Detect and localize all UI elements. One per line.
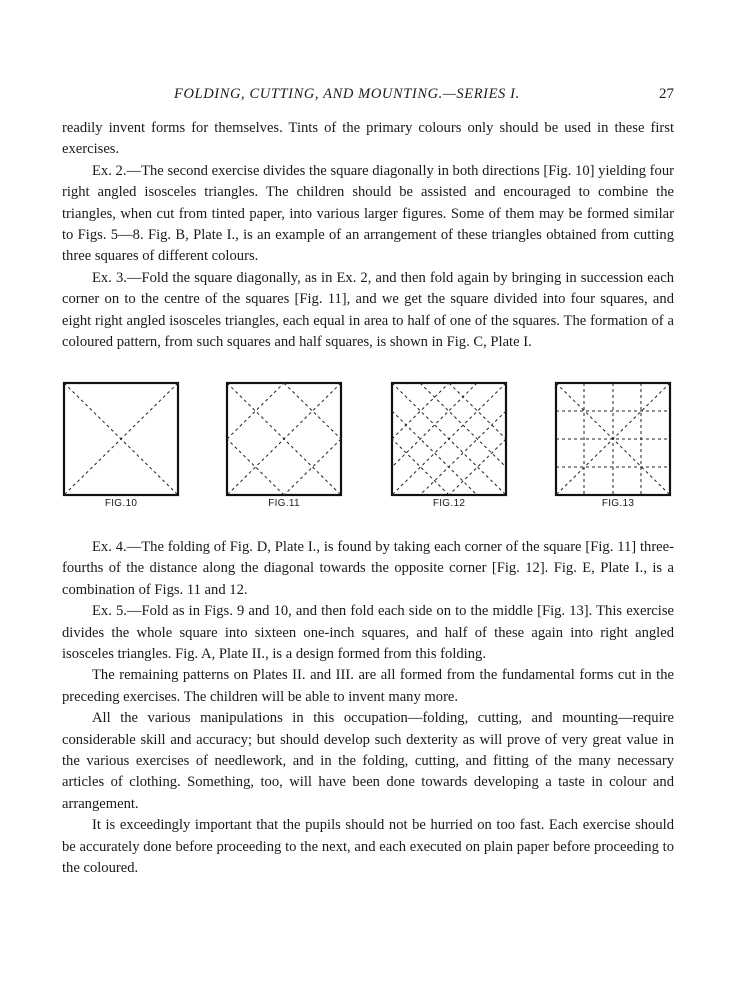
paragraph-ex-2: Ex. 2.—The second exercise divides the square diagonally in both directions [Fig. 10] yielding four right angled isosceles triangles. The children should be assisted and encouraged to combine the triangles, when cut from tinted paper, into various larger figures. Some of them may be formed similar to Figs. 5—8. Fig. B, Plate I., is an example of an arrangement of these triangles obtained from cutting three squares of different colours. [62,162,674,265]
figure-12-label: FIG.12 [432,498,466,509]
paragraph: readily invent forms for themselves. Tints of the primary colours only should be used in these first exercises. [62,120,674,158]
text-block-bottom [62,537,674,880]
paragraph-ex-4: Ex. 4.—The folding of Fig. D, Plate I., is found by taking each corner of the square [Fig. 11] three-fourths of the distance along the diagonal towards the opposite corner [Fig. 12]. Fig. E, Plate I., is a combination of Figs. 11 and 12. [62,539,674,598]
paragraph-remaining-patterns: The remaining patterns on Plates II. and III. are all formed from the fundamental forms cut in the preceding exercises. The children will be able to invent many more. [62,667,674,705]
paragraph-important: It is exceedingly important that the pupils should not be hurried on too fast. Each exercise should be accurately done before proceeding to the next, and each executed on plain paper before proceeding to the coloured. [62,817,674,877]
figure-10 [61,380,181,509]
figure-11-diagram [224,380,344,498]
paragraph-ex-3: Ex. 3.—Fold the square diagonally, as in Ex. 2, and then fold again by bringing in succession each corner on to the centre of the squares [Fig. 11], and we get the square divided into four squares, and eight right angled isosceles triangles, each equal in area to half of one of the squares. The formation of a coloured pattern, from such squares and half squares, is shown in Fig. C, Plate I. [62,269,674,351]
running-title: FOLDING, CUTTING, AND MOUNTING.—SERIES I. [174,86,520,102]
page-number: 27 [659,86,674,102]
figure-11 [224,380,344,509]
figure-12 [389,380,509,509]
figure-10-label: FIG.10 [104,498,138,509]
figure-10-diagram [61,380,181,498]
page-header [62,86,674,106]
paragraph-manipulations: All the various manipulations in this occupation—folding, cutting, and mounting—require considerable skill and accuracy; but should develop such dexterity as will prove of very great value in the various exercises of needlework, and in the folding, cutting, and fitting of the many necessary articles of clothing. Something, too, will have been done towards developing a taste in colour and arrangement. [62,710,674,812]
figure-12-diagram [389,380,509,498]
text-block-top [62,118,674,353]
paragraph-ex-5: Ex. 5.—Fold as in Figs. 9 and 10, and then fold each side on to the middle [Fig. 13]. This exercise divides the whole square into sixteen one-inch squares, and half of these again into right angled isosceles triangles. Fig. A, Plate II., is a design formed from this folding. [62,603,674,663]
figure-13 [553,380,673,509]
figure-13-label: FIG.13 [601,498,635,509]
figure-row [0,380,753,520]
figure-11-label: FIG.11 [268,498,300,509]
figure-13-diagram [553,380,673,498]
